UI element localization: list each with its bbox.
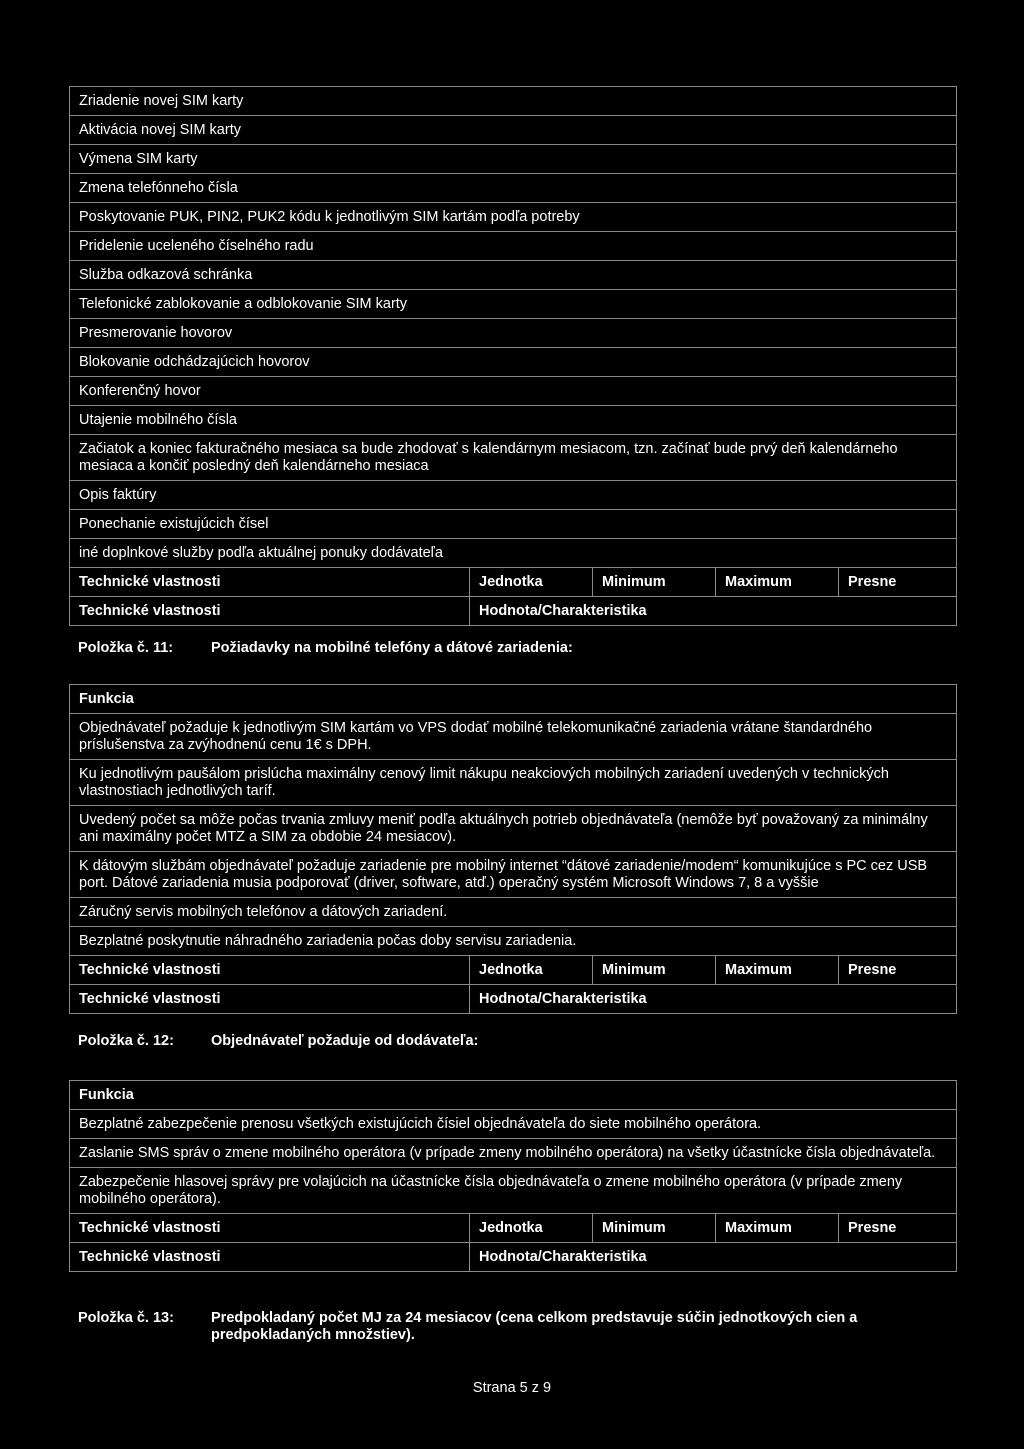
unit-col-label: Jednotka [470, 568, 593, 597]
table-row [70, 1110, 957, 1139]
table-row [70, 116, 957, 145]
service-item: Opis faktúry [70, 481, 957, 510]
table-row [70, 760, 957, 806]
requirement-item: Bezplatné zabezpečenie prenosu všetkých existujúcich čísiel objednávateľa do siete mobilného operátora. [70, 1110, 957, 1139]
service-item: Zriadenie novej SIM karty [70, 87, 957, 116]
item-11-title: Požiadavky na mobilné telefóny a dátové zariadenia: [211, 640, 573, 656]
service-item: Utajenie mobilného čísla [70, 406, 957, 435]
tech-col-label: Technické vlastnosti [70, 568, 470, 597]
table-row [70, 406, 957, 435]
requirement-item: Ku jednotlivým paušálom prislúcha maximálny cenový limit nákupu neakciových mobilných zariadení uvedených v technických vlastnostiach jednotlivých taríf. [70, 760, 957, 806]
tech-col-label: Technické vlastnosti [70, 597, 470, 626]
service-item: Služba odkazová schránka [70, 261, 957, 290]
maximum-col-label: Maximum [716, 568, 839, 597]
function-header-row [70, 685, 957, 714]
value-col-label: Hodnota/Charakteristika [470, 1243, 957, 1272]
item-12-label: Položka č. 12: [78, 1033, 174, 1049]
value-col-label: Hodnota/Charakteristika [470, 597, 957, 626]
table-row [70, 714, 957, 760]
table-row [70, 1168, 957, 1214]
requirement-item: Záručný servis mobilných telefónov a dátových zariadení. [70, 898, 957, 927]
service-item: Blokovanie odchádzajúcich hovorov [70, 348, 957, 377]
tech-value-row [70, 1243, 957, 1272]
requirement-item: Bezplatné poskytnutie náhradného zariadenia počas doby servisu zariadenia. [70, 927, 957, 956]
item-13-label: Položka č. 13: [78, 1310, 174, 1326]
item-12-table [69, 1080, 957, 1272]
item-13-title: Predpokladaný počet MJ za 24 mesiacov (cena celkom predstavuje súčin jednotkových cien a predpokladaných množstiev). [211, 1310, 858, 1343]
table-row [70, 852, 957, 898]
minimum-col-label: Minimum [593, 956, 716, 985]
tech-value-row [70, 597, 957, 626]
function-header: Funkcia [70, 685, 957, 714]
table-row [70, 232, 957, 261]
maximum-col-label: Maximum [716, 956, 839, 985]
service-item: iné doplnkové služby podľa aktuálnej ponuky dodávateľa [70, 539, 957, 568]
table-row [70, 145, 957, 174]
table-row [70, 348, 957, 377]
service-item: Presmerovanie hovorov [70, 319, 957, 348]
tech-col-label: Technické vlastnosti [70, 1243, 470, 1272]
exact-col-label: Presne [839, 956, 957, 985]
table-row [70, 319, 957, 348]
table-row [70, 87, 957, 116]
table-row [70, 203, 957, 232]
requirement-item: Zabezpečenie hlasovej správy pre volajúcich na účastnícke čísla objednávateľa o zmene mobilného operátora (v prípade zmeny mobilného operátora). [70, 1168, 957, 1214]
service-item: Výmena SIM karty [70, 145, 957, 174]
page-number: Strana 5 z 9 [472, 1380, 552, 1396]
service-item: Aktivácia novej SIM karty [70, 116, 957, 145]
function-header-row [70, 1081, 957, 1110]
table-row [70, 481, 957, 510]
tech-header-row [70, 568, 957, 597]
table-row [70, 377, 957, 406]
tech-col-label: Technické vlastnosti [70, 1214, 470, 1243]
table-row [70, 927, 957, 956]
service-item: Zmena telefónneho čísla [70, 174, 957, 203]
unit-col-label: Jednotka [470, 1214, 593, 1243]
service-item: Poskytovanie PUK, PIN2, PUK2 kódu k jednotlivým SIM kartám podľa potreby [70, 203, 957, 232]
requirement-item: Zaslanie SMS správ o zmene mobilného operátora (v prípade zmeny mobilného operátora) na všetky účastnícke čísla objednávateľa. [70, 1139, 957, 1168]
item-12-title: Objednávateľ požaduje od dodávateľa: [211, 1033, 479, 1049]
table-row [70, 898, 957, 927]
requirement-item: K dátovým službám objednávateľ požaduje zariadenie pre mobilný internet “dátové zariadenie/modem“ komunikujúce s PC cez USB port. Dátové zariadenia musia podporovať (driver, software, atď.) operačný systém Microsoft Windows 7, 8 a vyššie [70, 852, 957, 898]
table-row [70, 510, 957, 539]
tech-col-label: Technické vlastnosti [70, 956, 470, 985]
value-col-label: Hodnota/Charakteristika [470, 985, 957, 1014]
service-item: Telefonické zablokovanie a odblokovanie SIM karty [70, 290, 957, 319]
tech-col-label: Technické vlastnosti [70, 985, 470, 1014]
table-row [70, 174, 957, 203]
exact-col-label: Presne [839, 1214, 957, 1243]
tech-header-row [70, 956, 957, 985]
tech-value-row [70, 985, 957, 1014]
requirement-item: Uvedený počet sa môže počas trvania zmluvy meniť podľa aktuálnych potrieb objednávateľa (nemôže byť považovaný za minimálny ani maximálny počet MTZ a SIM za obdobie 24 mesiacov). [70, 806, 957, 852]
service-item: Ponechanie existujúcich čísel [70, 510, 957, 539]
item-11-table [69, 684, 957, 1014]
exact-col-label: Presne [839, 568, 957, 597]
minimum-col-label: Minimum [593, 568, 716, 597]
unit-col-label: Jednotka [470, 956, 593, 985]
services-table [69, 86, 957, 626]
service-item: Pridelenie uceleného číselného radu [70, 232, 957, 261]
tech-header-row [70, 1214, 957, 1243]
service-item: Konferenčný hovor [70, 377, 957, 406]
maximum-col-label: Maximum [716, 1214, 839, 1243]
item-11-label: Položka č. 11: [78, 640, 174, 656]
table-row [70, 1139, 957, 1168]
minimum-col-label: Minimum [593, 1214, 716, 1243]
table-row [70, 290, 957, 319]
table-row [70, 435, 957, 481]
requirement-item: Objednávateľ požaduje k jednotlivým SIM kartám vo VPS dodať mobilné telekomunikačné zariadenia vrátane štandardného príslušenstva za zvýhodnenú cenu 1€ s DPH. [70, 714, 957, 760]
service-item: Začiatok a koniec fakturačného mesiaca sa bude zhodovať s kalendárnym mesiacom, tzn. začínať bude prvý deň kalendárneho mesiaca a končiť posledný deň kalendárneho mesiaca [70, 435, 957, 481]
table-row [70, 539, 957, 568]
function-header: Funkcia [70, 1081, 957, 1110]
table-row [70, 806, 957, 852]
table-row [70, 261, 957, 290]
